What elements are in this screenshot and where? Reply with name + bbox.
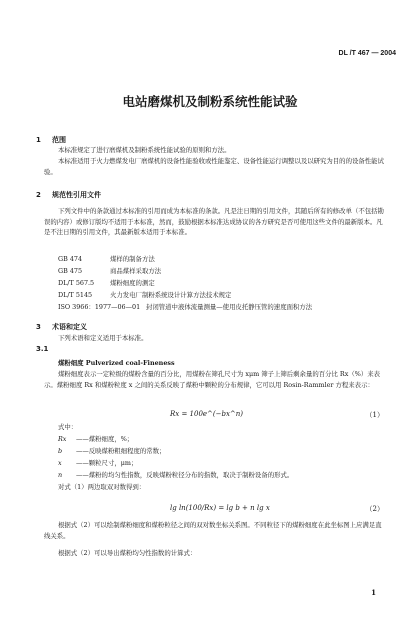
paragraph: 根据式（2）可以绘制煤粉细度和煤粉粒径之间的双对数坐标关系图。不同粒径下的煤粉细度在此坐标图上应满足直线关系。 (44, 521, 382, 540)
paragraph: 煤粉细度表示一定粒级的煤粉含量的百分比，用煤粉在筛孔尺寸为 xμm 筛子上筛后剩余量的百分比 Rx（%）来表示。煤粉细度 Rx 和煤粉粒度 x 之间的关系反映了煤粉中颗粒的分布规律，它可以用 Rosin-Rammler 方程来表示： (44, 370, 380, 389)
equation-number: （2） (365, 505, 384, 513)
section-title: 规范性引用文件 (52, 191, 101, 199)
standard-code: DL /T 467 — 2004 (338, 50, 396, 57)
paragraph: 根据式（2）可以导出煤粉均匀性指数的计算式： (58, 549, 197, 557)
section-heading (36, 322, 87, 332)
section-title: 范围 (52, 136, 66, 144)
paragraph: 下列术语和定义适用于本标准。 (58, 334, 148, 342)
equation-number: （1） (365, 411, 384, 419)
section-number: 3 (36, 323, 41, 331)
page-number: 1 (371, 588, 376, 597)
reference-item: GB 474 煤样的制备方法 (58, 255, 155, 263)
section-heading (36, 190, 101, 200)
paragraph: 下列文件中的条款通过本标准的引用而成为本标准的条款。凡是注日期的引用文件，其随后所有的修改单（不包括勘误的内容）或修订版均不适用于本标准，然而，鼓励根据本标准达成协议的各方研究是否可使用这些文件的最新版本。凡是不注日期的引用文件，其最新版本适用于本标准。 (44, 207, 384, 237)
formula: lg ln(100/Rx) = lg b + n lg x (170, 504, 270, 512)
section-heading (36, 135, 66, 145)
reference-item: GB 475 商品煤样采取方法 (58, 267, 162, 275)
section-number: 1 (36, 136, 41, 144)
subsection-number: 3.1 (36, 345, 49, 353)
variable-definition: b ——反映煤粉粗细程度的常数； (58, 447, 166, 455)
paragraph: 本标准适用于火力燃煤发电厂磨煤机的设备性能验收或性能鉴定、设备性能运行调整以及以研究为目的的设备性能试验。 (44, 157, 384, 176)
paragraph: 对式（1）两边取双对数得到： (58, 483, 146, 491)
formula: Rx = 100e^(−bx^n) (170, 410, 244, 418)
section-title: 术语和定义 (52, 323, 87, 331)
variable-definition: n ——煤粉的均匀性指数，反映煤粉粒径分布的指数，取决于制粉设备的形式。 (58, 471, 294, 479)
section-number: 2 (36, 191, 41, 199)
reference-item: ISO 3966：1977—06—01 封闭管道中液体流量测量—使用皮托静压管的速度面积方法 (58, 303, 313, 311)
variable-definition: x ——颗粒尺寸，μm； (58, 459, 138, 467)
variable-definition: Rx ——煤粉细度，%； (58, 435, 134, 443)
reference-item: DL/T 5145 火力发电厂制粉系统设计计算方法技术规定 (58, 291, 232, 299)
paragraph: 本标准规定了进行磨煤机及制粉系统性能试验的原则和方法。 (58, 146, 231, 154)
reference-item: DL/T 567.5 煤粉细度的测定 (58, 279, 155, 287)
term-definition: 煤粉细度 Pulverized coal-Fineness (58, 359, 175, 367)
page-title: 电站磨煤机及制粉系统性能试验 (122, 94, 298, 109)
where-label: 式中： (58, 423, 78, 431)
